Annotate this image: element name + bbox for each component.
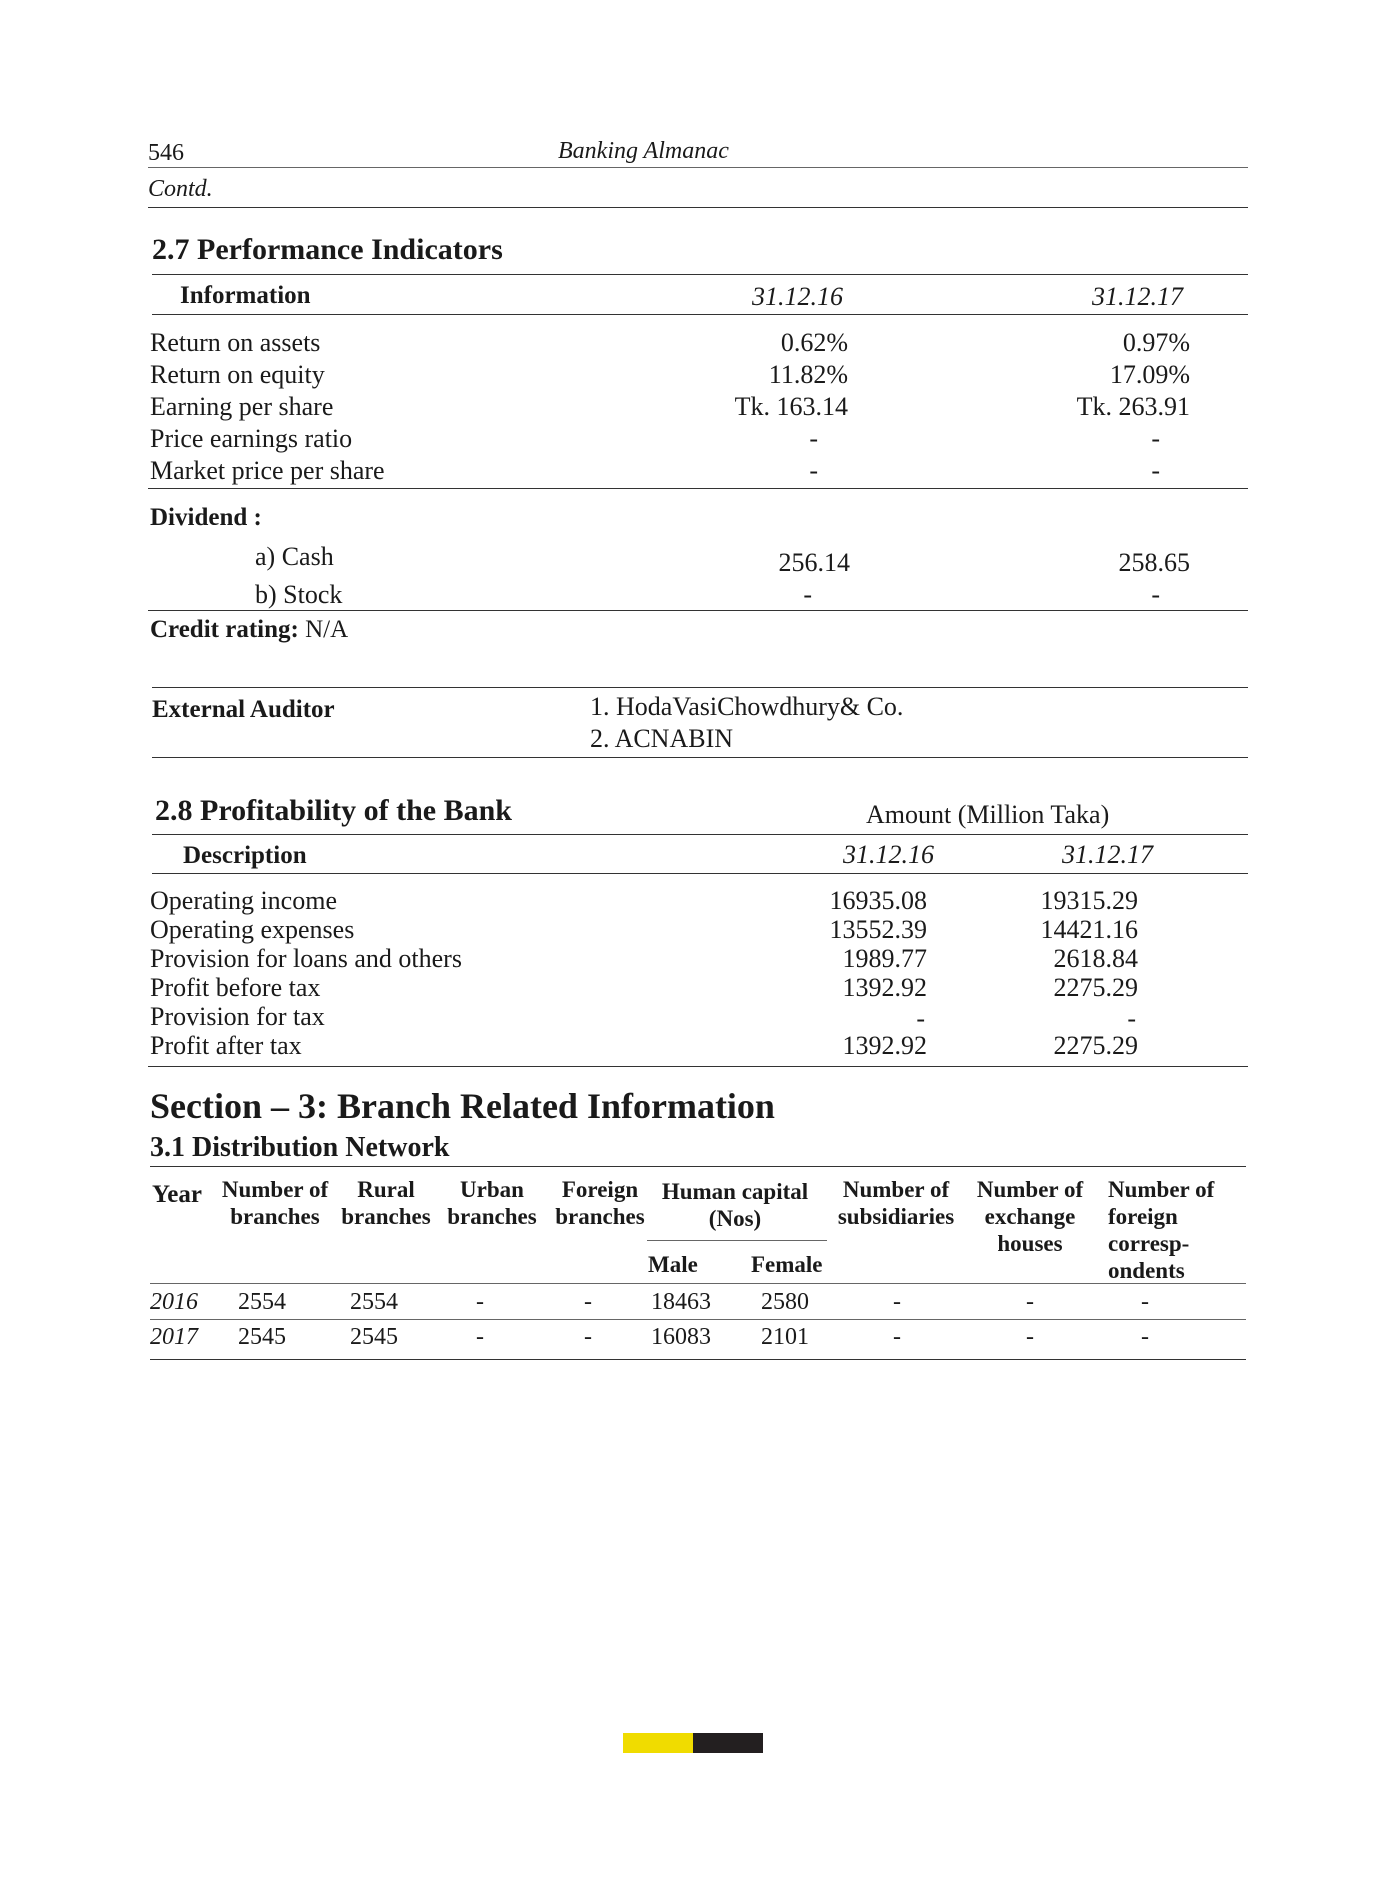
perf-row-label: Earning per share — [150, 392, 334, 421]
dist-cell-female: 2101 — [761, 1324, 809, 1350]
dividend-label: Dividend : — [150, 504, 262, 531]
dist-cell-corresp: - — [1141, 1324, 1149, 1350]
dist-cell-exchange: - — [1026, 1324, 1034, 1350]
dist-cell-foreign: - — [584, 1324, 592, 1350]
auditor-2: 2. ACNABIN — [590, 724, 734, 753]
running-title: Banking Almanac — [558, 138, 729, 164]
profit-row-2016: - — [916, 1004, 925, 1033]
dist-cell-urban: - — [476, 1289, 484, 1315]
auditor-1: 1. HodaVasiChowdhury& Co. — [590, 692, 904, 721]
dist-head-exchange: Number of exchange houses — [976, 1177, 1084, 1256]
dist-head-rule — [150, 1283, 1246, 1284]
auditor-bottom-rule — [152, 757, 1248, 758]
dist-head-subsidiaries: Number of subsidiaries — [837, 1177, 955, 1229]
header-rule — [148, 167, 1248, 168]
profit-row-2017: 19315.29 — [1040, 886, 1138, 915]
profit-head-rule — [152, 873, 1248, 874]
profit-row-2017: 2275.29 — [1053, 1031, 1138, 1060]
dist-head-rural: Rural branches — [341, 1177, 431, 1229]
dist-head-urban: Urban branches — [447, 1177, 537, 1229]
dist-cell-female: 2580 — [761, 1289, 809, 1315]
profit-row-2016: 1989.77 — [842, 944, 927, 973]
contd-label: Contd. — [148, 176, 213, 202]
profit-row-label: Operating income — [150, 886, 337, 915]
page-number: 546 — [148, 140, 184, 166]
perf-row-label: Return on equity — [150, 360, 325, 389]
profit-row-2016: 1392.92 — [842, 973, 927, 1002]
profit-row-2016: 16935.08 — [829, 886, 927, 915]
dividend-stock-label: b) Stock — [255, 580, 343, 609]
dist-head-foreign: Foreign branches — [555, 1177, 645, 1229]
dist-cell-branches: 2554 — [238, 1289, 286, 1315]
section3-subtitle: 3.1 Distribution Network — [150, 1132, 450, 1163]
dist-cell-year: 2016 — [150, 1289, 198, 1315]
dist-cell-subsidiaries: - — [893, 1289, 901, 1315]
perf-row-2016: Tk. 163.14 — [734, 392, 848, 421]
perf-row-2017: - — [1151, 424, 1160, 453]
credit-rating — [150, 616, 348, 644]
auditor-top-rule — [152, 687, 1248, 688]
dividend-cash-2016: 256.14 — [778, 548, 850, 577]
dist-cell-rural: 2545 — [350, 1324, 398, 1350]
footer-bar-yellow — [623, 1733, 693, 1753]
dist-cell-foreign: - — [584, 1289, 592, 1315]
profit-col-2017: 31.12.17 — [1062, 840, 1153, 869]
human-capital-rule — [647, 1240, 827, 1241]
profit-row-2016: 1392.92 — [842, 1031, 927, 1060]
perf-row-2017: - — [1151, 456, 1160, 485]
performance-title: 2.7 Performance Indicators — [152, 233, 503, 266]
perf-head-rule — [152, 314, 1248, 315]
dividend-rule — [148, 610, 1248, 611]
credit-rating-value: N/A — [298, 616, 349, 643]
contd-rule — [148, 207, 1248, 208]
profit-row-label: Operating expenses — [150, 915, 355, 944]
credit-rating-label: Credit rating: — [150, 616, 299, 643]
profit-row-2017: 2275.29 — [1053, 973, 1138, 1002]
dist-cell-male: 18463 — [651, 1289, 711, 1315]
dist-head-corresp: Number of foreign corresp-ondents — [1108, 1177, 1215, 1283]
dividend-cash-label: a) Cash — [255, 542, 334, 571]
profit-row-label: Profit after tax — [150, 1031, 302, 1060]
perf-row-2017: 17.09% — [1109, 360, 1190, 389]
dist-cell-rural: 2554 — [350, 1289, 398, 1315]
dist-row-rule — [150, 1319, 1246, 1320]
perf-row-label: Price earnings ratio — [150, 424, 353, 453]
dist-cell-urban: - — [476, 1324, 484, 1350]
dist-head-female: Female — [751, 1252, 823, 1277]
auditor-label: External Auditor — [152, 696, 335, 723]
perf-row-label: Market price per share — [150, 456, 385, 485]
profit-col-2016: 31.12.16 — [843, 840, 934, 869]
section3-title: Section – 3: Branch Related Information — [150, 1086, 775, 1126]
profit-row-label: Profit before tax — [150, 973, 321, 1002]
perf-row-2016: 11.82% — [768, 360, 848, 389]
dist-top-rule — [150, 1166, 1246, 1167]
profit-row-2017: - — [1127, 1004, 1136, 1033]
perf-row-2016: 0.62% — [780, 328, 848, 357]
dist-head-year: Year — [152, 1181, 202, 1208]
profit-row-2017: 2618.84 — [1053, 944, 1138, 973]
dividend-cash-2017: 258.65 — [1118, 548, 1190, 577]
profit-row-label: Provision for tax — [150, 1002, 325, 1031]
perf-row-2016: - — [809, 424, 818, 453]
profit-col-desc: Description — [183, 842, 307, 869]
dist-cell-male: 16083 — [651, 1324, 711, 1350]
perf-col-info: Information — [180, 282, 311, 309]
perf-rows-rule — [148, 488, 1248, 489]
dist-cell-corresp: - — [1141, 1289, 1149, 1315]
perf-row-2016: - — [809, 456, 818, 485]
profitability-title: 2.8 Profitability of the Bank — [155, 794, 512, 827]
dist-head-branches: Number of branches — [221, 1177, 329, 1229]
perf-col-2017: 31.12.17 — [1092, 282, 1183, 311]
dist-cell-branches: 2545 — [238, 1324, 286, 1350]
amount-note: Amount (Million Taka) — [866, 800, 1110, 829]
profit-row-2016: 13552.39 — [829, 915, 927, 944]
perf-top-rule — [152, 274, 1248, 275]
dist-cell-year: 2017 — [150, 1324, 198, 1350]
profit-bottom-rule — [148, 1066, 1248, 1067]
profit-row-2017: 14421.16 — [1040, 915, 1138, 944]
footer-bar-black — [693, 1733, 763, 1753]
dist-head-human: Human capital (Nos) — [661, 1179, 809, 1231]
perf-row-label: Return on assets — [150, 328, 321, 357]
dividend-stock-2016: - — [803, 580, 812, 609]
profit-top-rule — [152, 834, 1248, 835]
perf-row-2017: Tk. 263.91 — [1076, 392, 1190, 421]
dist-bottom-rule — [150, 1359, 1246, 1360]
profit-row-label: Provision for loans and others — [150, 944, 462, 973]
dist-cell-exchange: - — [1026, 1289, 1034, 1315]
perf-col-2016: 31.12.16 — [752, 282, 843, 311]
perf-row-2017: 0.97% — [1122, 328, 1190, 357]
dist-cell-subsidiaries: - — [893, 1324, 901, 1350]
dist-head-male: Male — [648, 1252, 698, 1277]
dividend-stock-2017: - — [1151, 580, 1160, 609]
